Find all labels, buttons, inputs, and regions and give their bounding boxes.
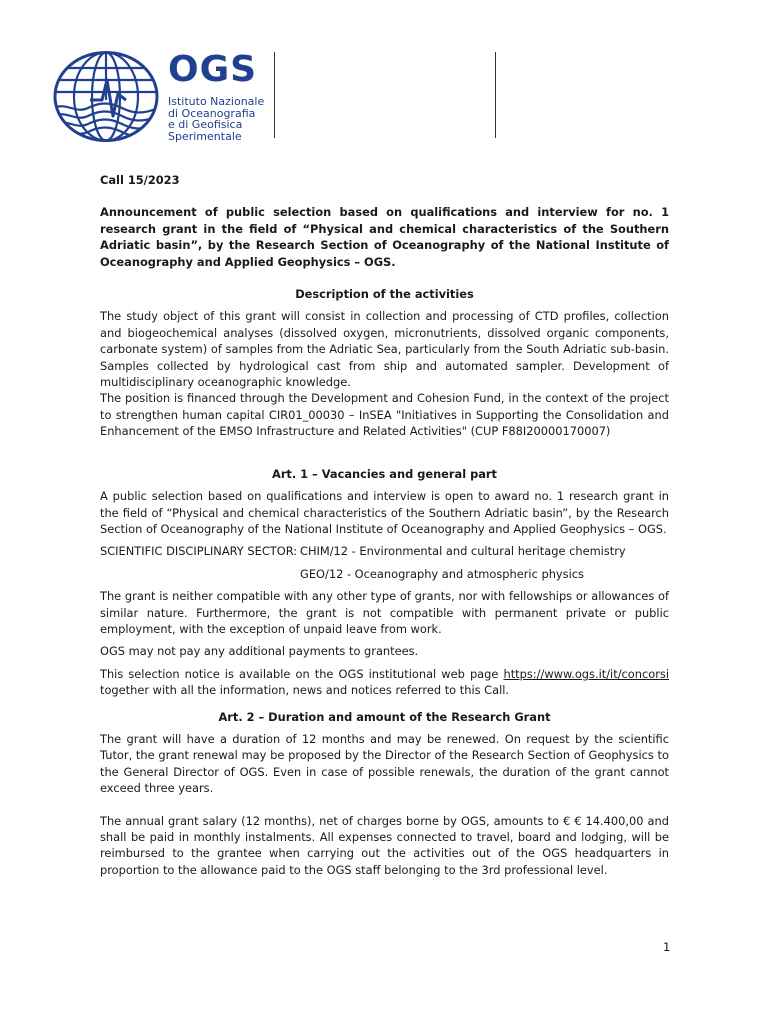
sector-row (100, 543, 669, 559)
sector-label: SCIENTIFIC DISCIPLINARY SECTOR: (100, 544, 298, 559)
call-number: Call 15/2023 (100, 173, 180, 187)
sector-value: CHIM/12 - Environmental and cultural heritage chemistry (300, 544, 626, 559)
notice-paragraph (100, 666, 669, 699)
description-paragraph: The study object of this grant will consist in collection and processing of CTD profiles, collection and biogeochemical analyses (dissolved oxygen, micronutrients, dissolved organic components, carbonate system) of samples from the Adriatic Sea, particularly from the South Adriatic sub-basin. Samples collected by hydrological cast from ship and automated sampler. Development of multidisciplinary oceanographic knowledge. (100, 309, 669, 390)
institute-name-line: Istituto Nazionale (168, 95, 265, 108)
art1-heading: Art. 1 – Vacancies and general part (272, 466, 497, 481)
art1-paragraph: A public selection based on qualifications and interview is open to award no. 1 research grant in the field of “Physical and chemical characteristics of the Southern Adriatic basin”, by the Research Section of Oceanography of the National Institute of Oceanography and Applied Geophysics – OGS. (100, 489, 669, 536)
art2-heading: Art. 2 – Duration and amount of the Research Grant (218, 709, 551, 724)
description-heading: Description of the activities (295, 287, 474, 302)
institute-name-line: Sperimentale (168, 129, 242, 143)
payments-paragraph: OGS may not pay any additional payments to grantees. (100, 644, 419, 659)
announcement-title: Announcement of public selection based on qualifications and interview for no. 1 research grant in the field of “Physical and chemical characteristics of the Southern Adriatic basin”, by the Research Section of Oceanography of the National Institute of Oceanography and Applied Geophysics – OGS. (100, 205, 669, 269)
institute-name-line: e di Geofisica (168, 118, 243, 131)
header-divider (495, 52, 496, 138)
concorsi-link[interactable]: https://www.ogs.it/it/concorsi (503, 666, 669, 681)
institute-name-line: di Oceanografia (168, 106, 256, 120)
compatibility-paragraph: The grant is neither compatible with any other type of grants, nor with fellowships or allowances of similar nature. Furthermore, the grant is not compatible with permanent private or public employment, with the exception of unpaid leave from work. (100, 589, 669, 636)
sector-value: GEO/12 - Oceanography and atmospheric physics (300, 566, 584, 581)
funding-paragraph: The position is financed through the Development and Cohesion Fund, in the context of the project to strengthen human capital CIR01_00030 – InSEA "Initiatives in Supporting the Consolidation and Enhancement of the EMSO Infrastructure and Related Activities" (CUP F88I20000170007) (100, 391, 669, 439)
notice-text: together with all the information, news and notices referred to this Call. (100, 683, 510, 698)
salary-paragraph: The annual grant salary (12 months), net of charges borne by OGS, amounts to € € 14.400,00 and shall be paid in monthly instalments. All expenses connected to travel, board and lodging, will be reimbursed to the grantee when carrying out the activities out of the OGS headquarters in proportion to the allowance paid to the OGS staff belonging to the 3rd professional level. (100, 813, 669, 877)
page-number: 1 (663, 940, 671, 954)
ogs-wordmark: OGS (168, 49, 258, 90)
header-divider (274, 52, 275, 138)
notice-text: This selection notice is available on the OGS institutional web page (100, 666, 504, 681)
document-body (100, 172, 669, 878)
ogs-globe-logo-icon (52, 50, 160, 143)
letterhead (52, 48, 502, 148)
duration-paragraph: The grant will have a duration of 12 months and may be renewed. On request by the scientific Tutor, the grant renewal may be proposed by the Director of the Research Section of Geophysics to the General Director of OGS. Even in case of possible renewals, the duration of the grant cannot exceed three years. (100, 731, 669, 796)
institute-name (168, 96, 264, 142)
